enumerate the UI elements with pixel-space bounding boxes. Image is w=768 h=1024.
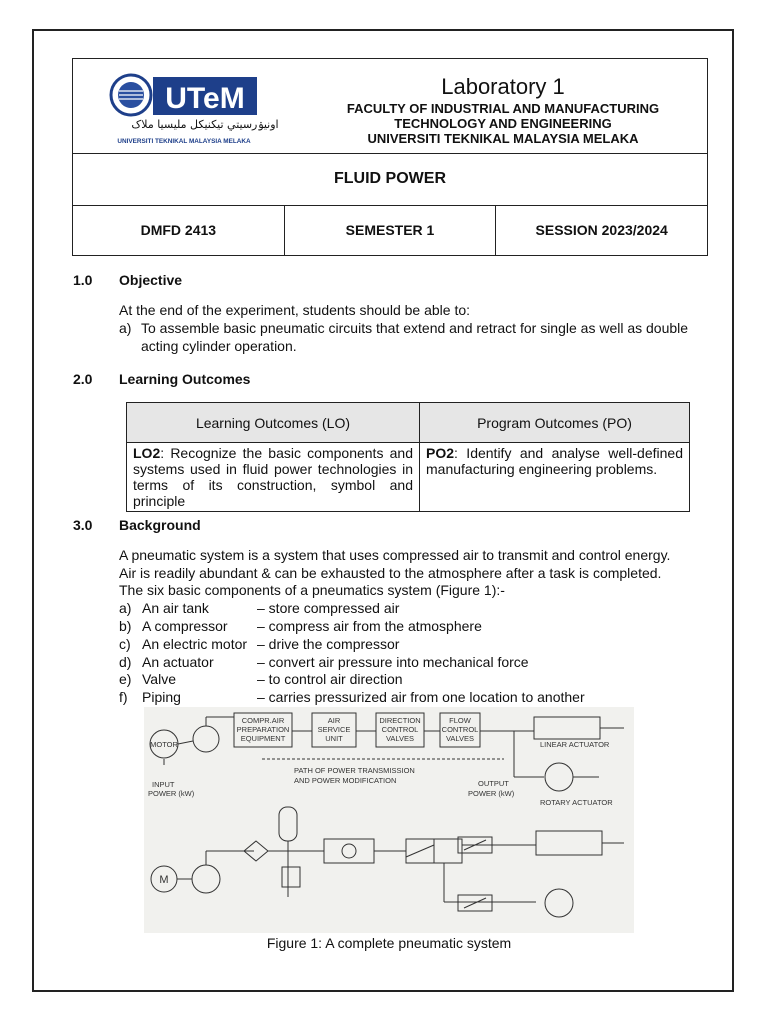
objective-intro: At the end of the experiment, students should be able to:	[119, 302, 471, 318]
faculty-line-2: TECHNOLOGY AND ENGINEERING	[394, 116, 612, 131]
section-number-learning: 2.0	[73, 371, 93, 387]
learning-outcomes-table	[126, 402, 690, 512]
component-desc: – to control air direction	[257, 671, 403, 687]
motor-symbol-label: M	[159, 874, 169, 886]
svg-text:VALVES: VALVES	[385, 734, 415, 743]
objective-item-text-2: acting cylinder operation.	[141, 337, 297, 354]
utem-logo	[109, 67, 279, 147]
component-desc: – store compressed air	[257, 600, 400, 616]
component-marker: f)	[119, 689, 128, 705]
component-marker: d)	[119, 654, 132, 670]
section-title-background: Background	[119, 517, 201, 533]
output-label-1: OUTPUT	[478, 779, 509, 788]
path-label-2: AND POWER MODIFICATION	[294, 776, 397, 785]
output-label-2: POWER (kW)	[468, 789, 515, 798]
session: SESSION 2023/2024	[495, 205, 707, 255]
section-title-objective: Objective	[119, 272, 183, 288]
table-row	[127, 443, 690, 512]
component-marker: c)	[119, 636, 131, 652]
university-name: UNIVERSITI TEKNIKAL MALAYSIA MELAKA	[367, 131, 639, 146]
section-title-learning: Learning Outcomes	[119, 371, 251, 387]
background-line-2: Air is readily abundant & can be exhausted to the atmosphere after a task is completed.	[119, 564, 662, 581]
background-line-3: The six basic components of a pneumatics system (Figure 1):-	[119, 582, 505, 598]
lo-text: : Recognize the basic components and systems used in fluid power technologies in terms of its construction, symbol and principle	[133, 445, 413, 509]
semester: SEMESTER 1	[284, 205, 496, 255]
svg-text:AIR: AIR	[327, 716, 341, 725]
lo-column-header: Learning Outcomes (LO)	[127, 403, 420, 443]
po-text: : Identify and analyse well-defined manufacturing engineering problems.	[426, 445, 683, 477]
svg-text:PREPARATION: PREPARATION	[236, 725, 290, 734]
subject-cell: FLUID POWER	[73, 153, 707, 206]
component-name: Valve	[142, 671, 176, 687]
svg-text:VALVES: VALVES	[445, 734, 475, 743]
svg-text:CONTROL: CONTROL	[381, 725, 419, 734]
svg-text:UTeM: UTeM	[165, 82, 245, 115]
component-desc: – drive the compressor	[257, 636, 400, 652]
svg-text:COMPR.AIR: COMPR.AIR	[241, 716, 285, 725]
objective-item-marker: a)	[119, 320, 132, 336]
section-number-background: 3.0	[73, 517, 93, 533]
lo-cell	[127, 443, 420, 512]
component-desc: – convert air pressure into mechanical force	[257, 654, 529, 670]
component-name: An actuator	[142, 654, 214, 670]
linear-actuator-label: LINEAR ACTUATOR	[540, 740, 610, 749]
component-name: An electric motor	[142, 636, 248, 652]
svg-text:DIRECTION: DIRECTION	[379, 716, 421, 725]
table-header-row	[127, 403, 690, 443]
po-code: PO2	[426, 445, 455, 461]
background-paragraph	[119, 547, 709, 600]
faculty-line-1: FACULTY OF INDUSTRIAL AND MANUFACTURING	[346, 101, 660, 116]
lab-title: Laboratory 1	[441, 74, 565, 99]
svg-text:اونيۏرسيتي تيکنيکل مليسيا ملاک: اونيۏرسيتي تيکنيکل مليسيا ملاک	[131, 118, 279, 131]
component-desc: – compress air from the atmosphere	[257, 618, 482, 634]
path-label-1: PATH OF POWER TRANSMISSION	[294, 766, 415, 775]
svg-text:FLOW: FLOW	[449, 716, 471, 725]
header-title-cell	[73, 59, 707, 154]
svg-text:SERVICE: SERVICE	[317, 725, 351, 734]
component-marker: a)	[119, 600, 132, 616]
lo-code: LO2	[133, 445, 161, 461]
po-column-header: Program Outcomes (PO)	[420, 403, 690, 443]
component-marker: e)	[119, 671, 132, 687]
pneumatic-system-figure	[144, 707, 634, 933]
section-number-objective: 1.0	[73, 272, 93, 288]
document-header	[72, 58, 708, 256]
rotary-actuator-label: ROTARY ACTUATOR	[540, 798, 613, 807]
svg-text:UNIVERSITI TEKNIKAL MALAYSIA M: UNIVERSITI TEKNIKAL MALAYSIA MELAKA	[117, 138, 251, 145]
objective-item	[119, 320, 709, 355]
input-label-2: POWER (kW)	[148, 789, 195, 798]
motor-label: MOTOR	[150, 740, 178, 749]
background-line-1: A pneumatic system is a system that uses compressed air to transmit and control energy.	[119, 547, 671, 563]
component-name: A compressor	[142, 618, 228, 634]
component-name: Piping	[142, 689, 181, 705]
component-name: An air tank	[142, 600, 209, 616]
svg-text:UNIT: UNIT	[325, 734, 343, 743]
faculty-name	[303, 101, 703, 146]
course-code: DMFD 2413	[140, 222, 217, 238]
svg-text:CONTROL: CONTROL	[441, 725, 479, 734]
po-cell	[420, 443, 690, 512]
input-label-1: INPUT	[152, 780, 175, 789]
objective-item-text-1: To assemble basic pneumatic circuits that extend and retract for single as well as double	[141, 320, 689, 336]
component-desc: – carries pressurized air from one location to another	[257, 689, 585, 705]
figure-caption: Figure 1: A complete pneumatic system	[266, 935, 512, 951]
component-marker: b)	[119, 618, 132, 634]
course-info-row	[73, 205, 707, 255]
svg-text:EQUIPMENT: EQUIPMENT	[240, 734, 286, 743]
